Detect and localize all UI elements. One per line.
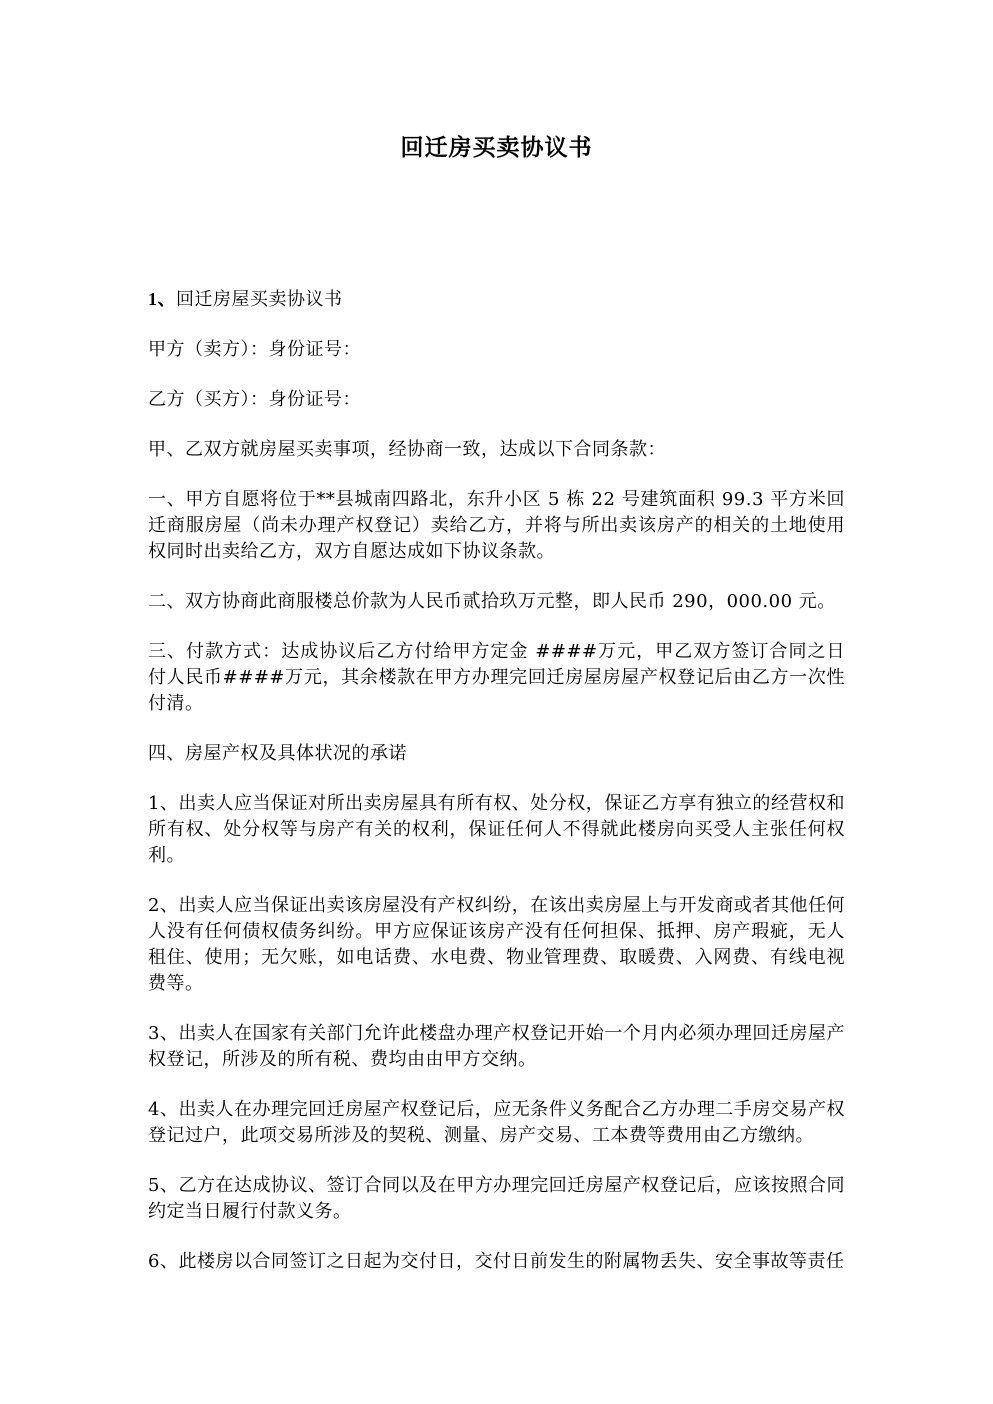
clause-4-paragraph: 四、房屋产权及具体状况的承诺 (148, 743, 407, 764)
document-title: 回迁房买卖协议书 (400, 134, 593, 161)
clause-3-paragraph: 三、付款方式：达成协议后乙方付给甲方定金 ####万元，甲乙双方签订合同之日付人民币####万元，其余楼款在甲方办理完回迁房屋房屋产权登记后由乙方一次性付清。 (148, 641, 845, 714)
preamble-paragraph: 甲、乙双方就房屋买卖事项，经协商一致，达成以下合同条款： (148, 439, 666, 460)
clause-2-paragraph: 二、双方协商此商服楼总价款为人民币贰拾玖万元整，即人民币 290，000.00 元。 (148, 591, 836, 612)
party-b-line: 乙方（买方）：身份证号： (148, 389, 361, 410)
commitment-6-paragraph: 6、此楼房以合同签订之日起为交付日，交付日前发生的附属物丢失、安全事故等责任 (148, 1251, 845, 1272)
party-a-line: 甲方（卖方）：身份证号： (148, 339, 361, 360)
section-heading-text: 回迁房屋买卖协议书 (176, 289, 343, 310)
section-heading-number: 1、 (148, 289, 176, 309)
commitment-4-paragraph: 4、出卖人在办理完回迁房屋产权登记后，应无条件义务配合乙方办理二手房交易产权登记过户，此项交易所涉及的契税、测量、房产交易、工本费等费用由乙方缴纳。 (148, 1099, 845, 1146)
commitment-5-paragraph: 5、乙方在达成协议、签订合同以及在甲方办理完回迁房屋产权登记后，应该按照合同约定当日履行付款义务。 (148, 1175, 845, 1222)
commitment-3-paragraph: 3、出卖人在国家有关部门允许此楼盘办理产权登记开始一个月内必须办理回迁房屋产权登记，所涉及的所有税、费均由由甲方交纳。 (148, 1023, 845, 1070)
section-heading (148, 286, 845, 313)
commitment-2-paragraph: 2、出卖人应当保证出卖该房屋没有产权纠纷，在该出卖房屋上与开发商或者其他任何人没有任何债权债务纠纷。甲方应保证该房产没有任何担保、抵押、房产瑕疵，无人租住、使用；无欠账，如电话费、水电费、物业管理费、取暖费、入网费、有线电视费等。 (148, 895, 845, 994)
commitment-1-paragraph: 1、出卖人应当保证对所出卖房屋具有所有权、处分权，保证乙方享有独立的经营权和所有权、处分权等与房产有关的权利，保证任何人不得就此楼房向买受人主张任何权利。 (148, 793, 845, 866)
clause-1-paragraph: 一、甲方自愿将位于**县城南四路北，东升小区 5 栋 22 号建筑面积 99.3 平方米回迁商服房屋（尚未办理产权登记）卖给乙方，并将与所出卖该房产的相关的土地使用权同时出卖给乙方，双方自愿达成如下协议条款。 (148, 489, 845, 562)
